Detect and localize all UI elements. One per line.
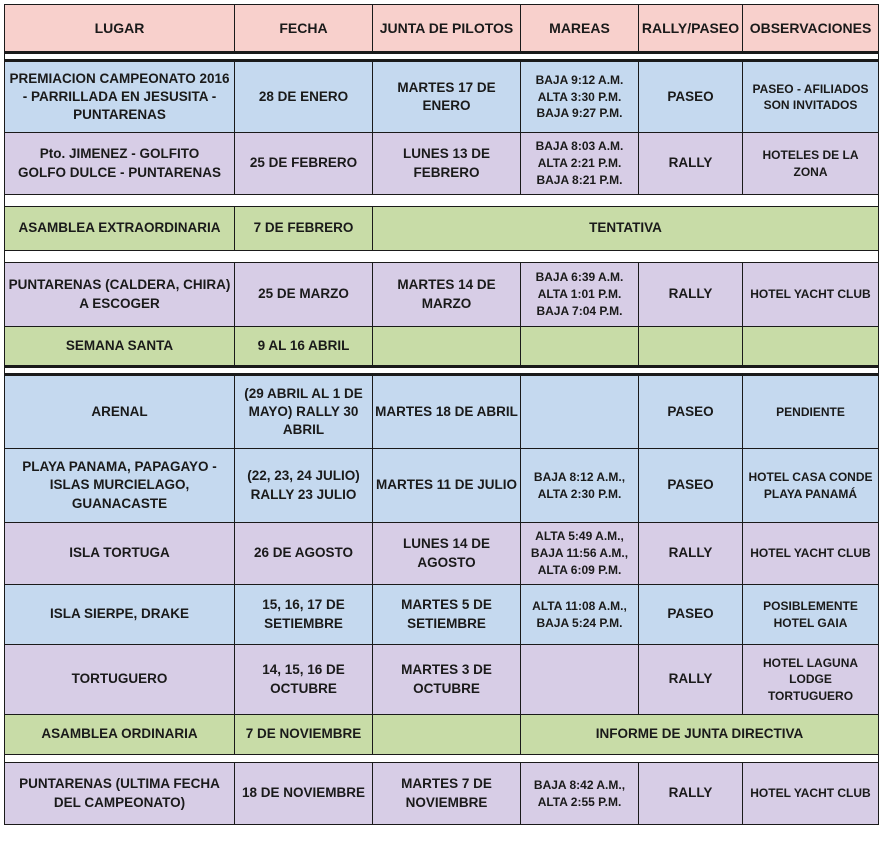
cell-lugar: ASAMBLEA ORDINARIA — [5, 715, 235, 755]
cell-junta — [373, 715, 521, 755]
table-row — [5, 585, 879, 645]
table-row — [5, 523, 879, 585]
cell-junta: MARTES 3 DE OCTUBRE — [373, 645, 521, 715]
cell-tipo: PASEO — [639, 61, 743, 133]
cell-observaciones: HOTEL YACHT CLUB — [743, 763, 879, 825]
cell-fecha: 18 DE NOVIEMBRE — [235, 763, 373, 825]
cell-tipo: PASEO — [639, 585, 743, 645]
cell-fecha: (22, 23, 24 JULIO) RALLY 23 JULIO — [235, 449, 373, 523]
cell-mareas: BAJA 9:12 A.M. ALTA 3:30 P.M. BAJA 9:27 P.M. — [521, 61, 639, 133]
cell-observaciones: PENDIENTE — [743, 375, 879, 449]
cell-observaciones: HOTELES DE LA ZONA — [743, 133, 879, 195]
table-row — [5, 375, 879, 449]
separator-row — [5, 53, 879, 61]
cell-merged: INFORME DE JUNTA DIRECTIVA — [521, 715, 879, 755]
cell-fecha: (29 ABRIL AL 1 DE MAYO) RALLY 30 ABRIL — [235, 375, 373, 449]
cell-fecha: 14, 15, 16 DE OCTUBRE — [235, 645, 373, 715]
spacer — [5, 755, 879, 763]
cell-observaciones: POSIBLEMENTE HOTEL GAIA — [743, 585, 879, 645]
cell-fecha: 7 DE NOVIEMBRE — [235, 715, 373, 755]
header-mareas: MAREAS — [521, 5, 639, 53]
spacer — [5, 251, 879, 263]
cell-tipo: RALLY — [639, 133, 743, 195]
table-row — [5, 645, 879, 715]
header-row — [5, 5, 879, 53]
separator — [5, 367, 879, 375]
cell-observaciones: HOTEL YACHT CLUB — [743, 523, 879, 585]
cell-tipo: RALLY — [639, 263, 743, 327]
cell-junta: MARTES 7 DE NOVIEMBRE — [373, 763, 521, 825]
separator-row — [5, 367, 879, 375]
cell-fecha: 28 DE ENERO — [235, 61, 373, 133]
cell-mareas — [521, 327, 639, 367]
cell-observaciones — [743, 327, 879, 367]
spacer-row — [5, 251, 879, 263]
table-row — [5, 207, 879, 251]
cell-fecha: 15, 16, 17 DE SETIEMBRE — [235, 585, 373, 645]
cell-tipo: PASEO — [639, 375, 743, 449]
cell-observaciones: HOTEL CASA CONDE PLAYA PANAMÁ — [743, 449, 879, 523]
cell-tipo: RALLY — [639, 523, 743, 585]
cell-lugar: Pto. JIMENEZ - GOLFITO GOLFO DULCE - PUNTARENAS — [5, 133, 235, 195]
cell-lugar: ARENAL — [5, 375, 235, 449]
schedule-table-wrapper — [4, 4, 878, 825]
table-row — [5, 61, 879, 133]
table-row — [5, 715, 879, 755]
header-junta: JUNTA DE PILOTOS — [373, 5, 521, 53]
schedule-table — [4, 4, 879, 825]
cell-lugar: TORTUGUERO — [5, 645, 235, 715]
spacer — [5, 195, 879, 207]
cell-mareas: BAJA 8:12 A.M., ALTA 2:30 P.M. — [521, 449, 639, 523]
cell-lugar: PUNTARENAS (CALDERA, CHIRA) A ESCOGER — [5, 263, 235, 327]
cell-junta: MARTES 14 DE MARZO — [373, 263, 521, 327]
table-row — [5, 763, 879, 825]
cell-junta — [373, 327, 521, 367]
cell-lugar: ASAMBLEA EXTRAORDINARIA — [5, 207, 235, 251]
cell-mareas — [521, 645, 639, 715]
cell-observaciones: HOTEL LAGUNA LODGE TORTUGUERO — [743, 645, 879, 715]
header-tipo: RALLY/PASEO — [639, 5, 743, 53]
table-row — [5, 133, 879, 195]
cell-mareas: ALTA 5:49 A.M., BAJA 11:56 A.M., ALTA 6:09 P.M. — [521, 523, 639, 585]
table-row — [5, 263, 879, 327]
cell-observaciones: PASEO - AFILIADOS SON INVITADOS — [743, 61, 879, 133]
cell-tipo: RALLY — [639, 763, 743, 825]
cell-fecha: 25 DE MARZO — [235, 263, 373, 327]
cell-lugar: SEMANA SANTA — [5, 327, 235, 367]
cell-junta: MARTES 17 DE ENERO — [373, 61, 521, 133]
header-fecha: FECHA — [235, 5, 373, 53]
cell-junta: MARTES 18 DE ABRIL — [373, 375, 521, 449]
cell-junta: LUNES 14 DE AGOSTO — [373, 523, 521, 585]
cell-lugar: PLAYA PANAMA, PAPAGAYO - ISLAS MURCIELAGO, GUANACASTE — [5, 449, 235, 523]
cell-fecha: 9 AL 16 ABRIL — [235, 327, 373, 367]
cell-junta: LUNES 13 DE FEBRERO — [373, 133, 521, 195]
cell-lugar: ISLA SIERPE, DRAKE — [5, 585, 235, 645]
spacer-row — [5, 755, 879, 763]
header-lugar: LUGAR — [5, 5, 235, 53]
cell-lugar: PREMIACION CAMPEONATO 2016 - PARRILLADA EN JESUSITA - PUNTARENAS — [5, 61, 235, 133]
separator — [5, 53, 879, 61]
cell-fecha: 26 DE AGOSTO — [235, 523, 373, 585]
cell-tipo: PASEO — [639, 449, 743, 523]
spacer-row — [5, 195, 879, 207]
cell-mareas — [521, 375, 639, 449]
cell-mareas: ALTA 11:08 A.M., BAJA 5:24 P.M. — [521, 585, 639, 645]
cell-mareas: BAJA 6:39 A.M. ALTA 1:01 P.M. BAJA 7:04 P.M. — [521, 263, 639, 327]
cell-mareas: BAJA 8:42 A.M., ALTA 2:55 P.M. — [521, 763, 639, 825]
header-observaciones: OBSERVACIONES — [743, 5, 879, 53]
cell-fecha: 7 DE FEBRERO — [235, 207, 373, 251]
cell-lugar: ISLA TORTUGA — [5, 523, 235, 585]
cell-mareas: BAJA 8:03 A.M. ALTA 2:21 P.M. BAJA 8:21 P.M. — [521, 133, 639, 195]
cell-junta: MARTES 11 DE JULIO — [373, 449, 521, 523]
table-row — [5, 449, 879, 523]
cell-lugar: PUNTARENAS (ULTIMA FECHA DEL CAMPEONATO) — [5, 763, 235, 825]
cell-observaciones: HOTEL YACHT CLUB — [743, 263, 879, 327]
cell-merged: TENTATIVA — [373, 207, 879, 251]
cell-fecha: 25 DE FEBRERO — [235, 133, 373, 195]
cell-tipo — [639, 327, 743, 367]
cell-tipo: RALLY — [639, 645, 743, 715]
table-row — [5, 327, 879, 367]
cell-junta: MARTES 5 DE SETIEMBRE — [373, 585, 521, 645]
